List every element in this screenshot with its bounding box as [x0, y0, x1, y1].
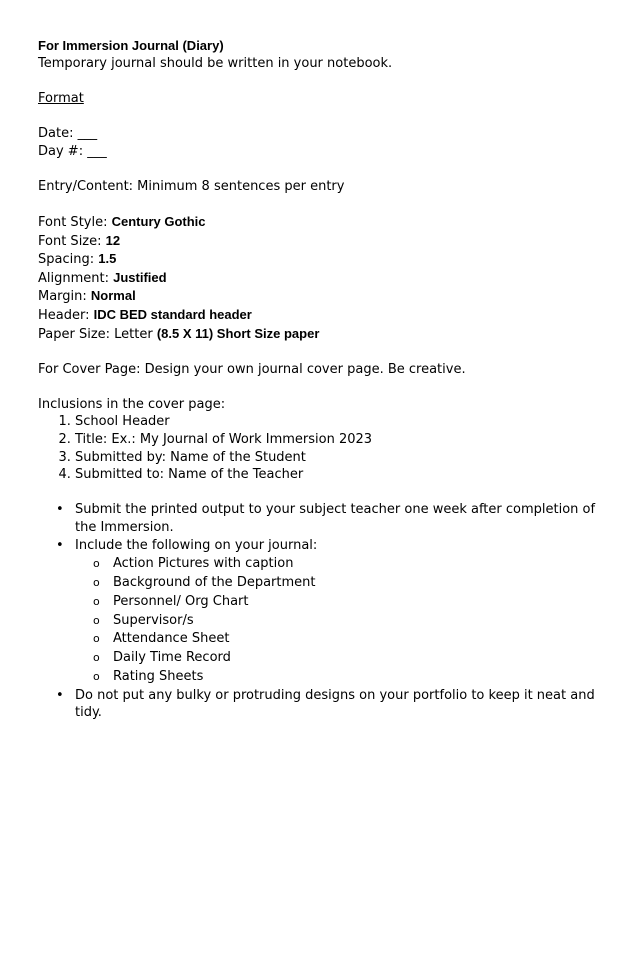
spec-value: IDC BED standard header [93, 306, 252, 322]
spacer [38, 343, 598, 361]
list-item [38, 501, 598, 536]
list-item [38, 537, 598, 687]
sub-bullet-text: Supervisor/s [113, 612, 194, 628]
spec-label: Alignment: [38, 270, 114, 286]
list-item [75, 593, 598, 612]
list-item: 4. Submitted to: Name of the Teacher [75, 466, 598, 484]
list-item: 3. Submitted by: Name of the Student [75, 449, 598, 467]
sub-bullet-icon: o [93, 613, 100, 627]
spacer [38, 72, 598, 90]
spacer [38, 160, 598, 178]
cover-page-line: For Cover Page: Design your own journal cover page. Be creative. [38, 361, 466, 377]
document-body [38, 37, 598, 722]
sub-bullet-text: Rating Sheets [113, 669, 204, 684]
spacer [38, 195, 598, 213]
spec-value: Justified [113, 269, 167, 285]
list-item [75, 612, 598, 631]
spec-value: Century Gothic [111, 213, 206, 229]
sub-bullet-icon: o [93, 594, 100, 608]
list-item [75, 649, 598, 668]
bullet-text: Include the following on your journal: [75, 537, 318, 553]
sub-bullet-icon: o [93, 632, 100, 646]
spec-value: Normal [90, 288, 136, 304]
sub-bullet-text: Background of the Department [113, 575, 316, 591]
sub-bullet-text: Daily Time Record [113, 650, 231, 666]
spacer [38, 378, 598, 396]
inclusions-heading: Inclusions in the cover page: [38, 396, 226, 412]
spacer [38, 484, 598, 502]
spec-value: 12 [105, 232, 121, 248]
spec-value: (8.5 X 11) Short Size paper [156, 325, 320, 341]
spec-alignment [38, 269, 598, 288]
inclusions-list [38, 413, 598, 483]
sub-bullet-icon: o [93, 557, 100, 571]
list-item [75, 555, 598, 574]
spec-label: Margin: [38, 289, 91, 305]
list-item: 1. School Header [75, 413, 598, 431]
bullet-icon: • [56, 687, 64, 703]
spec-label: Font Style: [38, 214, 112, 230]
spec-paper-size [38, 325, 598, 344]
sub-bullet-text: Action Pictures with caption [113, 556, 294, 572]
format-heading: Format [38, 90, 84, 106]
spec-value: 1.5 [98, 251, 117, 267]
spec-label: Spacing: [38, 252, 99, 268]
list-item [75, 630, 598, 649]
sub-bullet-icon: o [93, 670, 100, 683]
spec-font-style [38, 213, 598, 232]
bullet-icon: • [56, 502, 64, 518]
spec-label: Header: [38, 307, 94, 323]
spacer [38, 107, 598, 125]
spec-spacing [38, 250, 598, 269]
bullet-text: Submit the printed output to your subject teacher one week after completion of the Immersion. [75, 502, 596, 536]
sub-bullet-icon: o [93, 651, 100, 665]
spec-margin [38, 287, 598, 306]
spec-label: Font Size: [38, 233, 106, 249]
date-line: Date: ___ [38, 125, 98, 141]
list-item: 2. Title: Ex.: My Journal of Work Immersion 2023 [75, 431, 598, 449]
sub-bullet-text: Attendance Sheet [113, 631, 230, 647]
intro-text: Temporary journal should be written in your notebook. [38, 55, 393, 71]
sub-bullet-icon: o [93, 576, 100, 590]
instructions-list [38, 501, 598, 722]
day-line: Day #: ___ [38, 143, 107, 159]
bullet-icon: • [56, 537, 64, 553]
spec-label: Paper Size: Letter [38, 326, 157, 342]
entry-line: Entry/Content: Minimum 8 sentences per entry [38, 178, 345, 194]
list-item [75, 574, 598, 593]
document-title: For Immersion Journal (Diary) [38, 38, 224, 53]
list-item [38, 687, 598, 722]
sub-bullet-text: Personnel/ Org Chart [113, 593, 249, 609]
bullet-text: Do not put any bulky or protruding designs on your portfolio to keep it neat and tidy. [75, 687, 595, 721]
spec-header [38, 306, 598, 325]
spec-font-size [38, 232, 598, 251]
list-item [75, 668, 598, 687]
journal-items-list [75, 555, 598, 687]
